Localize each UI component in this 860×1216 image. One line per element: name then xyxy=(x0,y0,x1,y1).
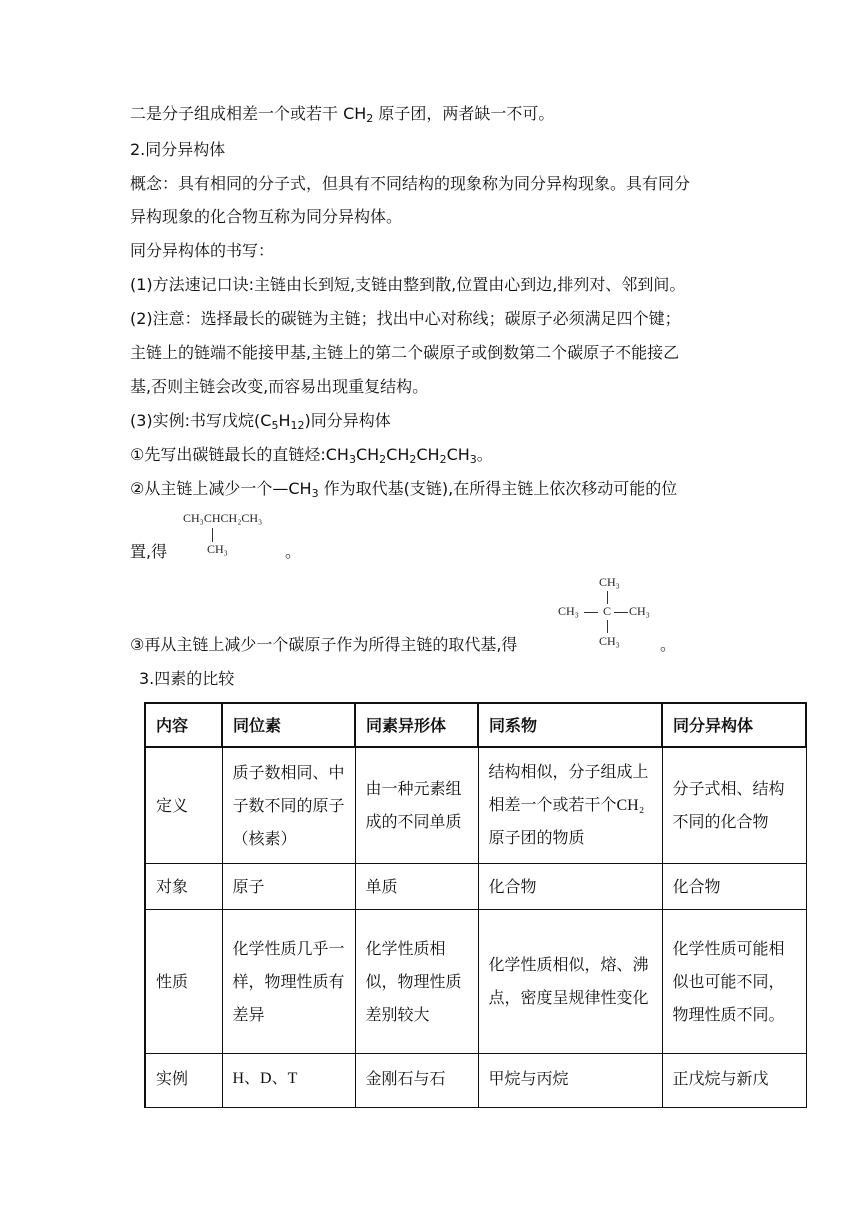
table-row xyxy=(145,909,806,1053)
isopentane-branch: CH₃ xyxy=(207,542,228,556)
table-cell: 质子数相同、中子数不同的原子（核素） xyxy=(222,747,355,863)
text-line-concept: 概念：具有相同的分子式，但具有不同结构的现象称为同分异构现象。具有同分 xyxy=(130,174,691,193)
table-cell: 原子 xyxy=(222,863,355,909)
table-row xyxy=(145,863,806,909)
section-heading-isomers: 2.同分异构体 xyxy=(130,140,226,159)
table-cell: 正戊烷与新戊 xyxy=(662,1053,806,1107)
table-cell: 化合物 xyxy=(662,863,806,909)
text-line-4: 异构现象的化合物互称为同分异构体。 xyxy=(130,207,403,226)
text-line-13a: 置,得 xyxy=(130,542,168,561)
text-line-example: (3)实例:书写戊烷$(C_5H_{12})$同分异构体 xyxy=(130,411,391,432)
bond-line xyxy=(212,528,213,542)
bond-line xyxy=(607,620,608,633)
isopentane-main-chain: CH₃CHCH₂CH₃ xyxy=(183,511,263,525)
header-cell: 同位素 xyxy=(222,703,355,747)
isopentane-structure xyxy=(183,511,263,556)
row-label: 性质 xyxy=(145,909,222,1053)
text-line-step-3a: ③再从主链上减少一个碳原子作为所得主链的取代基,得 xyxy=(130,635,518,654)
neopentane-structure xyxy=(556,575,656,650)
text-line-mnemonic: (1)方法速记口诀:主链由长到短,支链由整到散,位置由心到边,排列对、邻到间。 xyxy=(130,275,686,294)
section-heading-comparison: 3.四素的比较 xyxy=(139,669,235,688)
text-line-note: (2)注意：选择最长的碳链为主链；找出中心对称线；碳原子必须满足四个键； xyxy=(130,309,681,328)
text-line-9: 基,否则主链会改变,而容易出现重复结构。 xyxy=(130,377,429,396)
table-cell: 结构相似，分子组成上相差一个或若干个CH₂原子团的物质 xyxy=(478,747,662,863)
text-line-step-2: ②从主链上减少一个$—CH_3$ 作为取代基(支链),在所得主链上依次移动可能的位 xyxy=(130,479,678,500)
table-row xyxy=(145,1053,806,1107)
bond-line xyxy=(614,612,628,613)
table-cell: 化合物 xyxy=(478,863,662,909)
text-line-step-1: ①先写出碳链最长的直链烃$:CH_3CH_2CH_2CH_2CH_3$。 xyxy=(130,445,493,466)
row-label: 对象 xyxy=(145,863,222,909)
neopentane-left: CH₃ xyxy=(558,604,579,618)
row-label: 定义 xyxy=(145,747,222,863)
header-cell: 同素异形体 xyxy=(355,703,478,747)
text-line-1: 二是分子组成相差一个或若干 $CH_2$ 原子团，两者缺一不可。 xyxy=(130,104,555,125)
table-row xyxy=(145,747,806,863)
table-cell: 单质 xyxy=(355,863,478,909)
table-header-row xyxy=(145,703,806,747)
neopentane-right: CH₃ xyxy=(629,604,650,618)
text-line-13b: 。 xyxy=(285,542,302,561)
header-cell: 同分异构体 xyxy=(662,703,806,747)
text-line-8: 主链上的链端不能接甲基,主链上的第二个碳原子或倒数第二个碳原子不能接乙 xyxy=(130,343,680,362)
text-line-step-3b: 。 xyxy=(660,635,677,654)
comparison-table xyxy=(144,702,807,1108)
header-cell: 内容 xyxy=(145,703,222,747)
header-cell: 同系物 xyxy=(478,703,662,747)
bond-line xyxy=(584,612,598,613)
text-line-writing: 同分异构体的书写： xyxy=(130,241,275,260)
table-cell: 金刚石与石 xyxy=(355,1053,478,1107)
row-label: 实例 xyxy=(145,1053,222,1107)
neopentane-center: C xyxy=(603,604,612,618)
neopentane-top: CH₃ xyxy=(599,575,620,589)
bond-line xyxy=(607,591,608,604)
table-cell: 化学性质可能相似也可能不同，物理性质不同。 xyxy=(662,909,806,1053)
table-cell: 甲烷与丙烷 xyxy=(478,1053,662,1107)
neopentane-bottom: CH₃ xyxy=(599,634,620,648)
table-cell: 由一种元素组成的不同单质 xyxy=(355,747,478,863)
table-cell: H、D、T xyxy=(222,1053,355,1107)
table-cell: 化学性质相似，熔、沸点，密度呈规律性变化 xyxy=(478,909,662,1053)
table-cell: 分子式相、结构不同的化合物 xyxy=(662,747,806,863)
table-cell: 化学性质几乎一样，物理性质有差异 xyxy=(222,909,355,1053)
table-cell: 化学性质相似，物理性质差别较大 xyxy=(355,909,478,1053)
